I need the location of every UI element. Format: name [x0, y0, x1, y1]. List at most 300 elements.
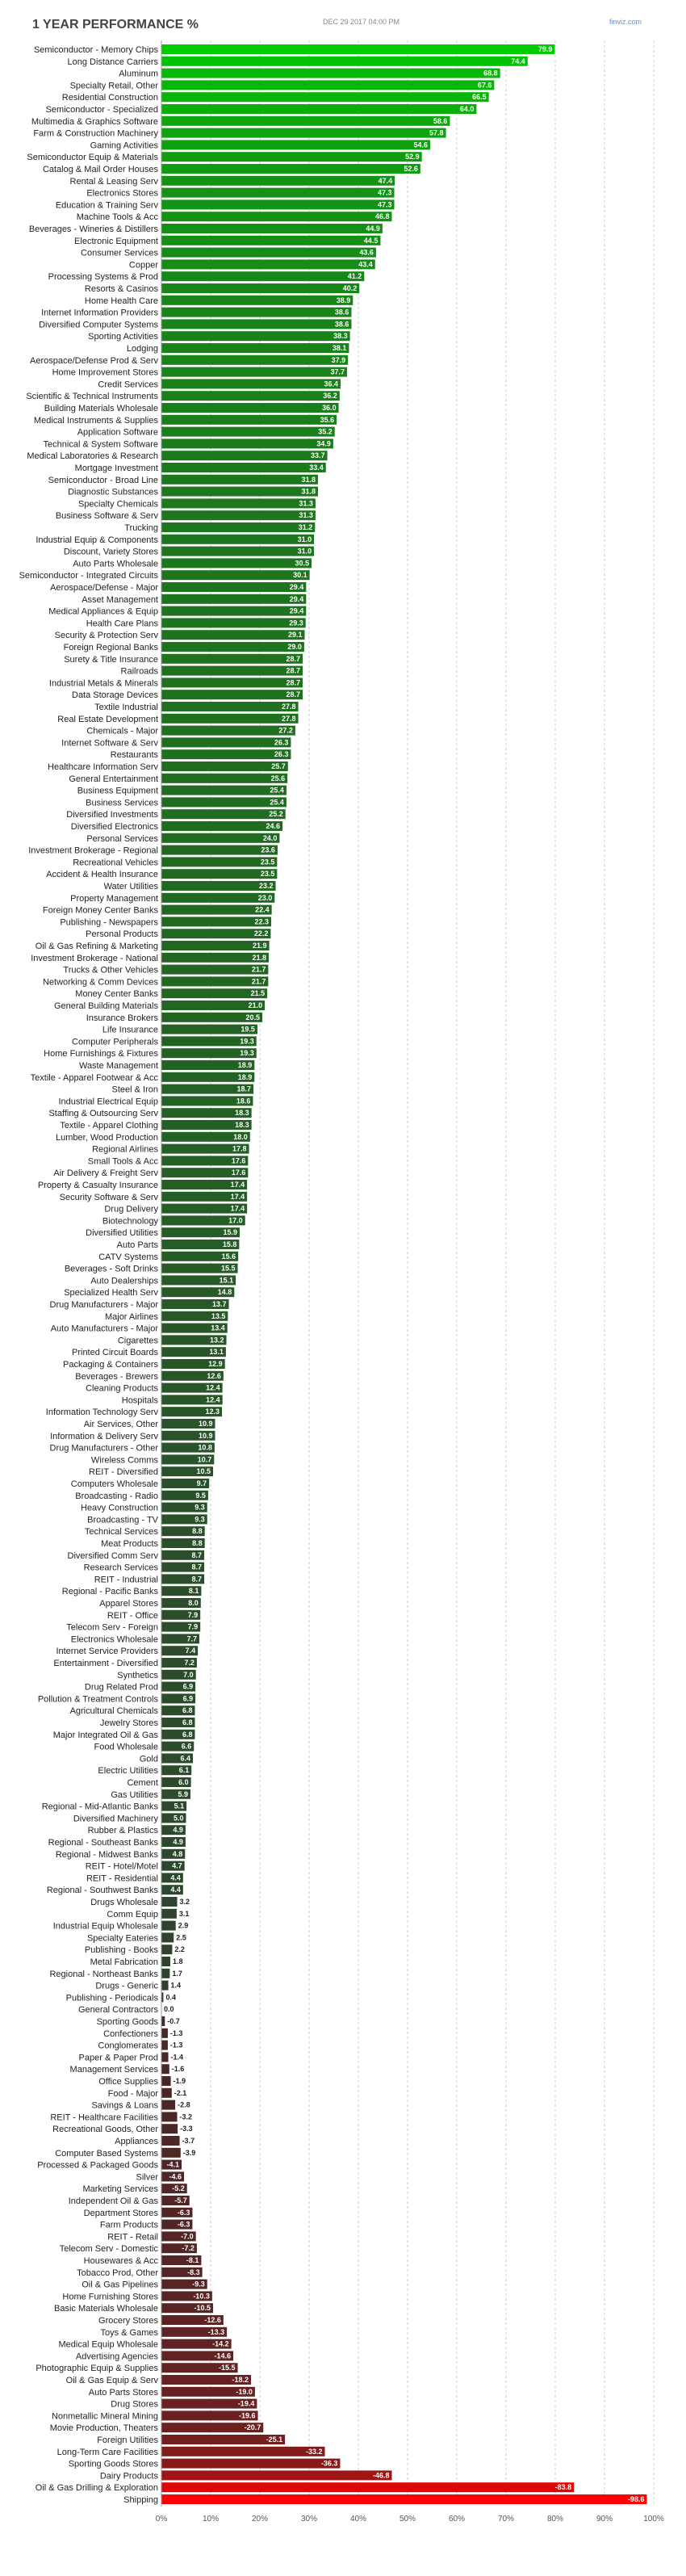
category-label: Synthetics: [117, 1670, 158, 1680]
value-label: -83.8: [554, 2483, 572, 2492]
value-label: 54.6: [413, 141, 429, 149]
value-label: 31.0: [297, 535, 312, 543]
value-label: 24.6: [266, 822, 281, 830]
category-label: Copper: [128, 260, 158, 271]
bar: [161, 367, 347, 377]
value-label: 18.6: [236, 1097, 251, 1105]
category-label: Diversified Electronics: [70, 822, 158, 832]
value-label: 18.9: [237, 1072, 253, 1081]
value-label: 8.7: [191, 1550, 203, 1559]
category-label: Sporting Goods: [96, 2017, 158, 2027]
category-label: Business Software & Serv: [55, 511, 158, 522]
value-label: 4.4: [170, 1873, 181, 1882]
x-tick-label: 100%: [643, 2514, 664, 2524]
value-label: 67.6: [477, 81, 492, 90]
bar: [161, 1932, 174, 1942]
value-label: 10.9: [198, 1420, 213, 1428]
category-label: Money Center Banks: [75, 989, 158, 1000]
value-label: -46.8: [372, 2471, 390, 2480]
value-label: 17.4: [230, 1192, 245, 1201]
category-label: Regional - Southeast Banks: [48, 1838, 158, 1848]
category-label: Lumber, Wood Production: [56, 1132, 158, 1143]
category-label: Aluminum: [119, 69, 158, 79]
bar: [161, 199, 395, 209]
bar: [161, 451, 328, 460]
category-label: Internet Service Providers: [56, 1647, 158, 1657]
category-label: Nonmetallic Mineral Mining: [51, 2411, 158, 2422]
value-label: 17.4: [230, 1204, 245, 1213]
bar: [161, 845, 278, 855]
value-label: 17.0: [228, 1216, 243, 1225]
bar: [161, 391, 340, 401]
category-label: Auto Parts Wholesale: [73, 559, 158, 569]
category-label: Credit Services: [98, 380, 158, 390]
category-labels: [19, 45, 159, 2505]
value-label: 2.9: [178, 1921, 189, 1930]
value-label: 21.0: [248, 1001, 263, 1009]
category-label: Drug Manufacturers - Other: [49, 1443, 158, 1454]
value-label: 7.2: [184, 1659, 195, 1667]
value-label: -1.4: [170, 2053, 184, 2062]
value-label: 1.8: [172, 1957, 183, 1966]
category-label: Building Materials Wholesale: [44, 404, 158, 413]
value-label: -2.8: [178, 2100, 190, 2109]
bar: [161, 2076, 171, 2086]
category-label: Textile - Apparel Footwear & Acc: [30, 1072, 158, 1083]
category-label: Property & Casualty Insurance: [37, 1181, 158, 1190]
value-label: 25.4: [270, 798, 284, 807]
value-label: 17.6: [231, 1156, 246, 1165]
value-label: 15.8: [222, 1240, 237, 1248]
bar: [161, 2052, 169, 2062]
category-label: Computers Wholesale: [70, 1479, 158, 1489]
bar: [161, 786, 287, 795]
category-label: Pollution & Treatment Controls: [37, 1694, 158, 1705]
category-label: Entertainment - Diversified: [53, 1659, 158, 1668]
value-label: 20.5: [245, 1013, 261, 1022]
value-label: 38.1: [332, 344, 347, 352]
value-label: 23.2: [258, 882, 274, 890]
bar: [161, 2041, 168, 2050]
bar: [161, 2124, 178, 2133]
bar: [161, 2112, 178, 2121]
bar: [161, 379, 341, 388]
bar: [161, 2088, 172, 2098]
category-label: Consumer Services: [81, 248, 158, 258]
category-label: Paper & Paper Prod: [78, 2053, 158, 2063]
value-label: 10.9: [198, 1431, 213, 1440]
category-label: Sporting Goods Stores: [68, 2459, 158, 2469]
value-label: -3.2: [179, 2112, 193, 2121]
category-label: Heavy Construction: [81, 1503, 158, 1513]
value-label: 13.4: [211, 1324, 225, 1332]
value-label: 21.7: [251, 977, 266, 986]
value-label: 30.1: [293, 571, 307, 580]
value-label: 12.4: [206, 1383, 220, 1392]
value-label: 36.2: [323, 392, 337, 401]
category-label: Toys & Games: [100, 2327, 158, 2338]
category-label: REIT - Diversified: [89, 1467, 158, 1478]
value-label: 13.1: [209, 1348, 224, 1357]
bar: [161, 666, 303, 676]
bar: [161, 438, 333, 448]
category-label: REIT - Hotel/Motel: [85, 1861, 158, 1872]
value-label: -14.2: [212, 2339, 229, 2348]
category-label: Technical & System Software: [43, 439, 158, 450]
category-label: Diversified Machinery: [73, 1814, 158, 1824]
bar: [161, 737, 291, 747]
category-label: Drugs - Generic: [95, 1981, 158, 1991]
category-label: Regional - Northeast Banks: [49, 1969, 158, 1979]
value-label: 4.7: [172, 1861, 182, 1870]
category-label: Telecom Serv - Domestic: [59, 2244, 158, 2255]
category-label: Silver: [136, 2172, 158, 2183]
value-label: 31.3: [299, 511, 313, 520]
bar: [161, 2148, 181, 2158]
value-label: 10.8: [198, 1443, 212, 1452]
value-label: 28.7: [286, 690, 301, 699]
bar: [161, 797, 287, 807]
category-label: Electronics Wholesale: [70, 1634, 158, 1645]
bar: [161, 570, 310, 580]
value-label: 79.9: [538, 45, 553, 53]
value-label: -8.1: [186, 2256, 199, 2264]
category-label: Broadcasting - TV: [87, 1515, 158, 1525]
category-label: Air Services, Other: [83, 1420, 158, 1429]
category-label: Electronics Stores: [86, 188, 158, 199]
category-label: Medical Laboratories & Research: [27, 451, 158, 462]
category-label: Property Management: [70, 893, 158, 904]
value-label: 2.2: [174, 1945, 185, 1954]
category-label: Application Software: [77, 427, 158, 438]
category-label: Trucking: [124, 523, 158, 533]
value-label: 22.3: [254, 917, 270, 926]
category-label: Internet Software & Serv: [61, 738, 158, 749]
bar: [161, 2482, 574, 2492]
category-label: Beverages - Wineries & Distillers: [28, 224, 158, 234]
category-label: REIT - Residential: [86, 1873, 158, 1884]
bar: [161, 259, 375, 269]
category-label: Education & Training Serv: [55, 200, 158, 211]
category-label: Industrial Electrical Equip: [58, 1097, 158, 1107]
value-label: 27.8: [282, 714, 296, 723]
value-label: 15.6: [221, 1252, 236, 1261]
value-label: 30.5: [295, 559, 310, 568]
bar: [161, 2100, 175, 2110]
category-label: Security Software & Serv: [59, 1192, 158, 1202]
value-label: 6.8: [182, 1718, 193, 1726]
value-label: 6.9: [182, 1682, 194, 1691]
bar: [161, 774, 287, 783]
value-label: 46.8: [374, 212, 390, 221]
value-label: -19.0: [236, 2387, 253, 2396]
value-label: 17.4: [230, 1181, 245, 1189]
bar: [161, 463, 326, 472]
category-label: Information & Delivery Serv: [50, 1431, 158, 1441]
category-label: Biotechnology: [102, 1216, 158, 1227]
category-label: CATV Systems: [98, 1252, 158, 1262]
value-label: 15.5: [221, 1264, 236, 1273]
x-tick-label: 40%: [349, 2514, 367, 2524]
value-label: 74.4: [511, 57, 525, 65]
category-label: Comm Equip: [107, 1909, 158, 1919]
bar: [161, 152, 422, 162]
bar: [161, 606, 306, 616]
value-label: 19.3: [240, 1049, 254, 1058]
value-label: 26.3: [274, 750, 289, 759]
category-label: Trucks & Other Vehicles: [63, 965, 158, 975]
value-label: 66.5: [472, 93, 487, 102]
bar: [161, 236, 380, 245]
category-label: Personal Services: [86, 833, 158, 844]
bar: [161, 355, 348, 365]
category-label: Business Equipment: [77, 786, 158, 796]
value-label: 18.0: [233, 1132, 248, 1141]
category-label: Foreign Regional Banks: [63, 643, 158, 652]
category-label: Accident & Health Insurance: [46, 870, 158, 880]
value-label: 38.6: [334, 308, 349, 317]
category-label: Advertising Agencies: [75, 2352, 158, 2362]
value-label: 35.2: [318, 427, 333, 436]
value-label: 31.3: [299, 499, 313, 508]
bar: [161, 44, 554, 54]
category-label: Home Health Care: [84, 296, 158, 306]
bar: [161, 176, 395, 186]
category-label: Data Storage Devices: [72, 690, 158, 701]
value-label: 18.3: [235, 1109, 249, 1118]
category-label: Staffing & Outsourcing Serv: [48, 1109, 158, 1119]
value-label: 22.4: [255, 905, 270, 914]
bar: [161, 2028, 168, 2038]
bar: [161, 319, 351, 329]
category-label: Gaming Activities: [90, 141, 158, 151]
category-label: Independent Oil & Gas: [68, 2196, 158, 2206]
category-label: Housewares & Acc: [83, 2256, 158, 2266]
category-label: Research Services: [83, 1563, 158, 1573]
category-label: Life Insurance: [102, 1025, 158, 1035]
value-label: -98.6: [627, 2495, 645, 2503]
category-label: Regional - Mid-Atlantic Banks: [41, 1802, 158, 1812]
value-label: 23.6: [261, 845, 275, 854]
value-label: 23.5: [260, 870, 275, 879]
value-label: 9.7: [196, 1479, 207, 1487]
category-label: Railroads: [120, 666, 158, 677]
category-label: Semiconductor Equip & Materials: [27, 153, 158, 163]
value-label: 10.5: [196, 1467, 211, 1476]
value-label: 4.9: [173, 1826, 183, 1835]
bar: [161, 761, 288, 771]
bar: [161, 547, 314, 556]
x-tick-label: 20%: [251, 2514, 269, 2524]
value-label: -19.6: [239, 2411, 256, 2420]
value-label: 47.3: [377, 200, 392, 209]
value-label: 5.0: [173, 1814, 184, 1823]
category-label: Gold: [139, 1754, 158, 1764]
value-label: 18.7: [236, 1085, 252, 1093]
bar: [161, 630, 305, 640]
value-label: 10.7: [197, 1455, 212, 1464]
value-label: 21.9: [253, 942, 267, 950]
category-label: Home Furnishings & Fixtures: [44, 1049, 158, 1059]
value-label: 41.2: [347, 272, 362, 281]
bar: [161, 92, 489, 102]
bar: [161, 104, 476, 114]
category-label: Rubber & Plastics: [87, 1826, 158, 1836]
category-label: Aerospace/Defense Prod & Serv: [30, 355, 158, 366]
category-label: Telecom Serv - Foreign: [66, 1622, 158, 1633]
value-label: 25.4: [270, 786, 284, 795]
value-label: 29.1: [287, 631, 303, 640]
value-label: 25.2: [269, 810, 283, 819]
value-label: 15.9: [223, 1228, 237, 1237]
category-label: Photographic Equip & Supplies: [36, 2364, 158, 2374]
category-label: Air Delivery & Freight Serv: [53, 1168, 158, 1179]
category-label: Publishing - Books: [84, 1945, 158, 1956]
bar: [161, 749, 291, 759]
category-label: Packaging & Containers: [62, 1360, 158, 1370]
value-label: 12.9: [208, 1360, 223, 1368]
value-label: -3.7: [182, 2137, 195, 2145]
chart-date: DEC 29 2017 04:00 PM: [323, 18, 400, 26]
category-label: Major Integrated Oil & Gas: [52, 1730, 158, 1740]
value-label: 7.4: [185, 1647, 196, 1655]
category-label: Gas Utilities: [111, 1789, 158, 1800]
category-label: Diversified Comm Serv: [67, 1550, 158, 1561]
bar: [161, 2136, 180, 2146]
category-label: Auto Manufacturers - Major: [50, 1324, 158, 1334]
category-label: Savings & Loans: [91, 2100, 158, 2111]
value-label: 23.0: [257, 893, 273, 902]
value-label: 58.6: [433, 116, 448, 125]
category-label: Farm Products: [99, 2220, 158, 2230]
category-label: Drug Stores: [111, 2399, 158, 2410]
category-label: Scientific & Technical Instruments: [26, 392, 158, 402]
bar: [161, 2459, 340, 2469]
category-label: Computer Based Systems: [55, 2148, 158, 2159]
category-label: Foreign Money Center Banks: [42, 905, 158, 916]
x-tick-label: 0%: [155, 2514, 168, 2524]
value-label: 28.7: [286, 666, 301, 675]
category-label: Textile Industrial: [94, 703, 158, 712]
bar: [161, 2447, 325, 2456]
category-label: Movie Production, Theaters: [49, 2423, 158, 2434]
category-label: Industrial Metals & Minerals: [48, 678, 158, 689]
value-label: 38.9: [336, 296, 351, 304]
value-label: 21.8: [252, 953, 266, 962]
x-tick-label: 30%: [300, 2514, 318, 2524]
category-label: Discount, Variety Stores: [63, 547, 158, 557]
category-label: Semiconductor - Integrated Circuits: [19, 571, 158, 581]
category-label: Medical Equip Wholesale: [58, 2339, 158, 2350]
value-label: -0.7: [167, 2017, 180, 2025]
value-label: -1.3: [169, 2028, 183, 2037]
value-label: 15.1: [219, 1276, 234, 1285]
value-label: 36.4: [324, 380, 339, 388]
bar: [161, 475, 318, 485]
value-label: 43.6: [359, 248, 374, 257]
value-label: 9.3: [195, 1515, 205, 1524]
value-label: 4.8: [172, 1849, 183, 1858]
category-label: Oil & Gas Refining & Marketing: [35, 942, 158, 951]
value-label: 3.2: [179, 1898, 190, 1906]
category-label: Machine Tools & Acc: [76, 212, 158, 223]
category-label: Management Services: [69, 2065, 158, 2075]
value-label: 21.7: [251, 965, 266, 974]
bar: [161, 116, 450, 126]
category-label: Tobacco Prod, Other: [77, 2268, 158, 2278]
value-label: 1.7: [172, 1969, 182, 1978]
bar: [161, 57, 528, 66]
category-label: Regional - Midwest Banks: [55, 1849, 158, 1860]
bar: [161, 2064, 169, 2074]
category-label: Information Technology Serv: [45, 1408, 158, 1418]
value-label: -3.9: [182, 2148, 196, 2157]
category-label: Diversified Computer Systems: [39, 320, 158, 330]
value-label: 33.7: [311, 451, 325, 460]
category-label: Restaurants: [110, 750, 158, 761]
category-label: Mortgage Investment: [74, 464, 158, 473]
category-label: Semiconductor - Broad Line: [48, 475, 158, 485]
category-label: Office Supplies: [98, 2077, 158, 2087]
value-label: 9.3: [195, 1503, 205, 1512]
value-label: 57.8: [429, 128, 444, 137]
category-label: Beverages - Brewers: [75, 1371, 158, 1382]
category-label: Beverages - Soft Drinks: [64, 1264, 158, 1274]
category-label: Multimedia & Graphics Software: [31, 116, 158, 127]
value-label: 12.6: [207, 1371, 221, 1380]
bar: [161, 427, 335, 437]
x-tick-label: 60%: [448, 2514, 466, 2524]
value-label: -12.6: [204, 2316, 221, 2324]
value-label: 34.9: [316, 439, 331, 448]
value-label: 28.7: [286, 678, 301, 687]
bar: [161, 510, 316, 520]
category-label: Diagnostic Substances: [68, 487, 158, 497]
category-label: Auto Dealerships: [90, 1276, 158, 1286]
category-label: Resorts & Casinos: [84, 284, 158, 294]
category-label: Conglomerates: [98, 2041, 158, 2051]
value-label: 47.4: [378, 176, 393, 185]
value-label: 8.7: [191, 1563, 203, 1571]
value-label: 36.0: [322, 404, 337, 412]
bar: [161, 188, 395, 198]
category-label: General Contractors: [77, 2005, 158, 2016]
value-label: 47.3: [377, 188, 392, 197]
value-label: 6.6: [181, 1742, 192, 1751]
value-label: 0.0: [164, 2005, 174, 2014]
value-label: 18.3: [235, 1121, 249, 1129]
value-label: -6.3: [177, 2208, 190, 2217]
category-label: Food - Major: [107, 2088, 158, 2099]
bar: [161, 594, 306, 604]
category-label: Computer Peripherals: [72, 1037, 158, 1047]
category-label: Investment Brokerage - Regional: [28, 845, 158, 856]
bar: [161, 271, 364, 281]
category-label: Internet Information Providers: [41, 308, 158, 318]
value-label: -15.5: [219, 2364, 236, 2373]
value-label: 17.8: [232, 1144, 247, 1153]
value-label: -14.6: [214, 2352, 232, 2360]
value-label: -10.5: [194, 2304, 211, 2313]
category-label: Dairy Products: [99, 2471, 158, 2482]
category-label: Agricultural Chemicals: [69, 1706, 158, 1717]
category-label: Oil & Gas Pipelines: [82, 2280, 158, 2290]
value-label: 0.4: [165, 1993, 176, 2002]
bar: [161, 308, 351, 317]
bar: [161, 2494, 646, 2504]
brand-link[interactable]: finviz.com: [609, 18, 642, 26]
bar: [161, 1897, 178, 1907]
